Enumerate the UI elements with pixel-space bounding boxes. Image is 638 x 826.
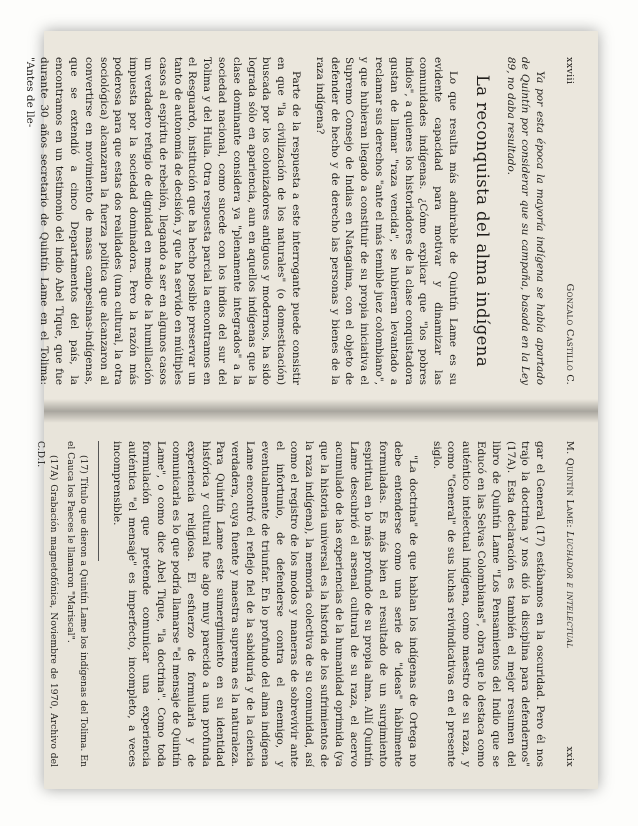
book-gutter xyxy=(44,399,598,423)
running-head-author: M. Quintín Lame: xyxy=(564,441,575,528)
right-page-number: xxix xyxy=(564,746,575,767)
section-heading: La reconquista del alma indígena xyxy=(472,74,492,368)
footnote-17: (17) Título que dieron a Quintín Lame los indígenas del Tolima. En el Cauca los Paeces le llamaron "Mariscal". xyxy=(65,441,90,767)
right-running-head-title xyxy=(561,441,576,648)
footnote-17a: (17A) Grabación magnetofónica, Noviembre de 1970, Archivo del C.D.I. xyxy=(35,441,60,767)
right-paragraph-1: gar el General (17) estábamos en la oscuridad. Pero él nos trajo la doctrina y nos dió la disciplina para defendernos" (17A). Esta declaración es también el mejor resumen del libro de Quintín Lame "Los Pensamientos del Indio que se Educó en las Selvas Colombianas", obra que lo destaca como auténtico intelectual indígena, como maestro de su raza, y como "General" de sus luchas reivindicativas en el presente siglo. xyxy=(430,441,547,767)
left-intro-paragraph: Ya por esta época la mayoría indígena se había apartado de Quintín por considerar que su campaña, basada en la Ley 89, no daba resultado. xyxy=(504,57,547,385)
left-page-number: xxviii xyxy=(564,57,575,85)
running-head-subtitle: Luchador e intelectual xyxy=(564,531,575,649)
right-paragraph-2: "La doctrina" de que hablan los indígenas de Ortega no debe entenderse como una serie de "ideas" hábilmente formuladas. Es más bien el resultado de un surgimiento espiritual en lo más profundo de su propia alma. Allí Quintín Lame descubrió el arsenal cultural de su raza, el acervo acumulado de las experiencias de la humanidad oprimida (ya que la historia universal es la historia de los sufrimientos de la raza indígena), la memoria colectiva de su comunidad, así como el registro de los modos y maneras de sobrevivir ante el infortunio, de defenderse contra el enemigo, y eventualmente de triunfar. En lo profundo del alma indígena Lame encontró el reflejo fiel de la sabiduría y de la ciencia verdadera, cuya fuente y maestra suprema es la naturaleza. Para Quintín Lame este sumergimiento en su identidad histórica y cultural fue algo muy parecido a una profunda experiencia religiosa. El esfuerzo de formularla y de comunicarla es lo que podría llamarse "el mensaje de Quintín Lame", o como dice Abel Tique, "la doctrina". Como toda formulación que pretende comunicar una experiencia auténtica "el mensaje" es imperfecto, incompleto, a veces incomprensible. xyxy=(110,441,419,767)
left-running-head xyxy=(561,57,576,385)
right-running-head xyxy=(561,441,576,767)
left-page xyxy=(23,31,598,411)
footnote-rule xyxy=(98,441,99,561)
left-paragraph-2: Parte de la respuesta a este interrogante puede consistir en que "la civilización de los naturales" (o domesticación) buscada por los colonizadores antiguos y modernos, ha sido lograda sólo en apariencia, aun en aquellos indígenas que la clase dominante considera ya "plenamente integrados" a la sociedad nacional, como sucede con los indios del sur del Tolima y del Huila. Otra respuesta parcial la encontramos en el Resguardo, institución que ha hecho posible preservar un tanto de autonomía de decisión, y que ha servido en múltiples casos al espíritu de rebelión, llegando a ser en algunos casos un verdadero refugio de dignidad en medio de la humillación impuesta por la sociedad dominadora. Pero la razón más poderosa para que estas dos realidades (una cultural, la otra sociológica) alcanzaran la fuerza política que alcanzaron al convertirse en movimiento de masas campesinas-indígenas, que se extendió a cinco Departamentos del país, la encontramos en un testimonio del indio Abel Tique, que fue durante 30 años secretario de Quintín Lame en el Tolima: "Antes de lle- xyxy=(23,57,303,385)
left-running-head-author: Gonzalo Castillo C. xyxy=(564,283,575,385)
right-page xyxy=(35,411,598,789)
left-paragraph-1: Lo que resulta más admirable de Quintín Lame es su evidente capacidad para motivar y dinamizar las comunidades indígenas. ¿Cómo explicar que "los pobres indios", a quienes los historiadores de la clase conquistadora gustan de llamar "raza vencida", se hubieran levantado a reclamar sus derechos "ante el más temible juez colombiano", y que hubieran llegado a constituir de su propia iniciativa el Supremo Consejo de Indias en Natagaima, con el objeto de defender de hecho y de derecho las personas y bienes de la raza indígena? xyxy=(313,57,460,385)
book-spread xyxy=(23,31,598,789)
